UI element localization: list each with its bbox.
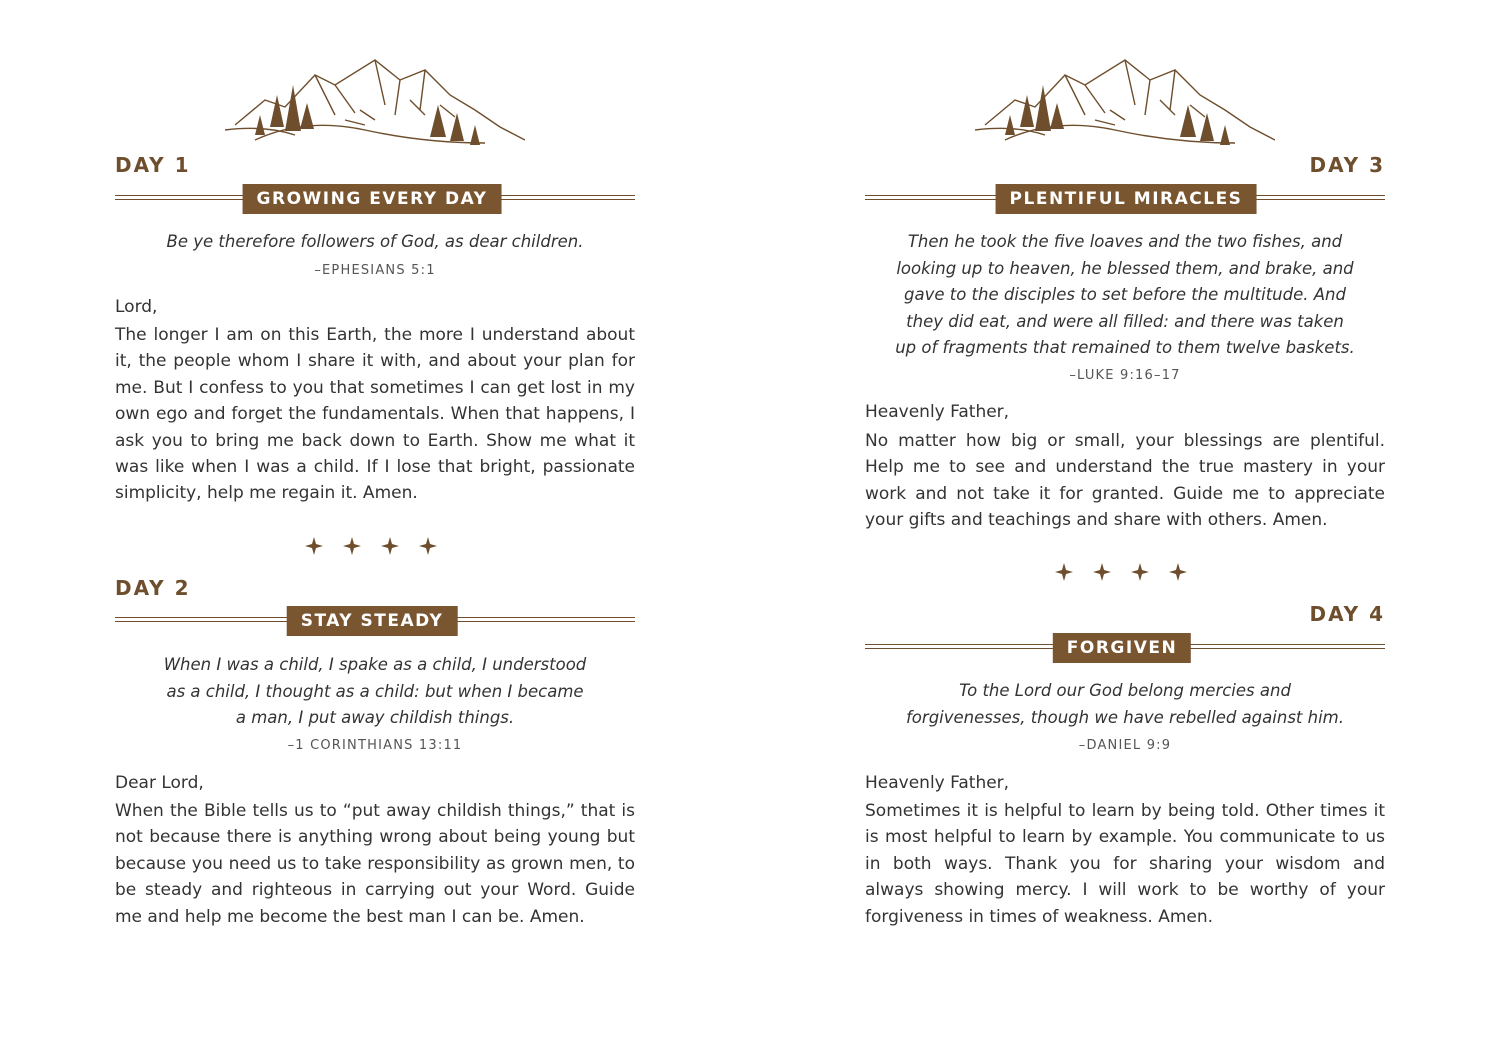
verse-line: gave to the disciples to set before the multitude. And <box>904 285 1346 304</box>
star-icon <box>1055 563 1073 581</box>
day-heading: DAY 3 <box>1309 153 1385 177</box>
star-icon <box>305 537 323 555</box>
verse-line: they did eat, and were all filled: and there was taken <box>906 311 1344 331</box>
left-page <box>115 0 635 1061</box>
entry-title: PLENTIFUL MIRACLES <box>996 184 1257 214</box>
verse-reference: –LUKE 9:16–17 <box>1069 368 1181 383</box>
title-bar <box>115 184 635 214</box>
star-icon <box>1131 563 1149 581</box>
verse-line: a man, I put away childish things. <box>235 708 515 727</box>
verse-line: looking up to heaven, he blessed them, and brake, and <box>896 258 1354 278</box>
verse <box>865 229 1385 362</box>
verse-line: Then he took the five loaves and the two fishes, and <box>907 232 1343 251</box>
day-heading: DAY 4 <box>1309 602 1385 626</box>
title-bar <box>115 606 635 636</box>
verse-line: as a child, I thought as a child: but when I became <box>166 681 584 701</box>
ornament-stars <box>1055 563 1195 583</box>
day-heading: DAY 2 <box>115 576 191 600</box>
day-heading: DAY 1 <box>115 153 191 177</box>
verse-line: When I was a child, I spake as a child, I understood <box>163 655 587 674</box>
entry-title: GROWING EVERY DAY <box>243 184 502 214</box>
mountain-illustration <box>225 55 525 155</box>
title-bar <box>865 633 1385 663</box>
star-icon <box>419 537 437 555</box>
verse-reference: –EPHESIANS 5:1 <box>314 263 436 278</box>
salutation: Heavenly Father, <box>865 773 1010 793</box>
prayer-text: When the Bible tells us to “put away childish things,” that is not because there is anything wrong about being young but because you need us to take responsibility as grown men, to be steady and righteous in carrying out your Word. Guide me and help me become the best man I can be. Amen. <box>115 801 635 927</box>
verse <box>865 678 1385 731</box>
prayer-text: The longer I am on this Earth, the more I understand about it, the people whom I share it with, and about your plan for me. But I confess to you that sometimes I can get lost in my own ego and forget the fundamentals. When that happens, I ask you to bring me back down to Earth. Show me what it was like when I was a child. If I lose that bright, passionate simplicity, help me regain it. Amen. <box>115 325 635 504</box>
verse-reference: –DANIEL 9:9 <box>1078 738 1172 753</box>
prayer-text: No matter how big or small, your blessings are plentiful. Help me to see and understand the true mastery in your work and not take it for granted. Guide me to appreciate your gifts and teachings and share with others. Amen. <box>865 431 1385 531</box>
verse: Be ye therefore followers of God, as dear children. <box>166 232 584 251</box>
ornament-stars <box>305 537 445 557</box>
entry-title: STAY STEADY <box>287 606 458 636</box>
verse-line: To the Lord our God belong mercies and <box>959 681 1291 700</box>
salutation: Lord, <box>115 297 158 317</box>
verse <box>115 652 635 732</box>
title-bar <box>865 184 1385 214</box>
salutation: Heavenly Father, <box>865 402 1010 422</box>
star-icon <box>1093 563 1111 581</box>
prayer-text: Sometimes it is helpful to learn by being told. Other times it is most helpful to learn by example. You communicate to us in both ways. Thank you for sharing your wisdom and always showing mercy. I will work to be worthy of your forgiveness in times of weakness. Amen. <box>865 801 1385 927</box>
entry-title: FORGIVEN <box>1053 633 1191 663</box>
salutation: Dear Lord, <box>115 773 204 793</box>
star-icon <box>1169 563 1187 581</box>
verse-reference: –1 CORINTHIANS 13:11 <box>287 738 463 753</box>
star-icon <box>381 537 399 555</box>
right-page <box>865 0 1385 1061</box>
mountain-illustration <box>975 55 1275 155</box>
star-icon <box>343 537 361 555</box>
verse-line: up of fragments that remained to them twelve baskets. <box>895 338 1355 357</box>
verse-line: forgivenesses, though we have rebelled against him. <box>906 707 1344 727</box>
